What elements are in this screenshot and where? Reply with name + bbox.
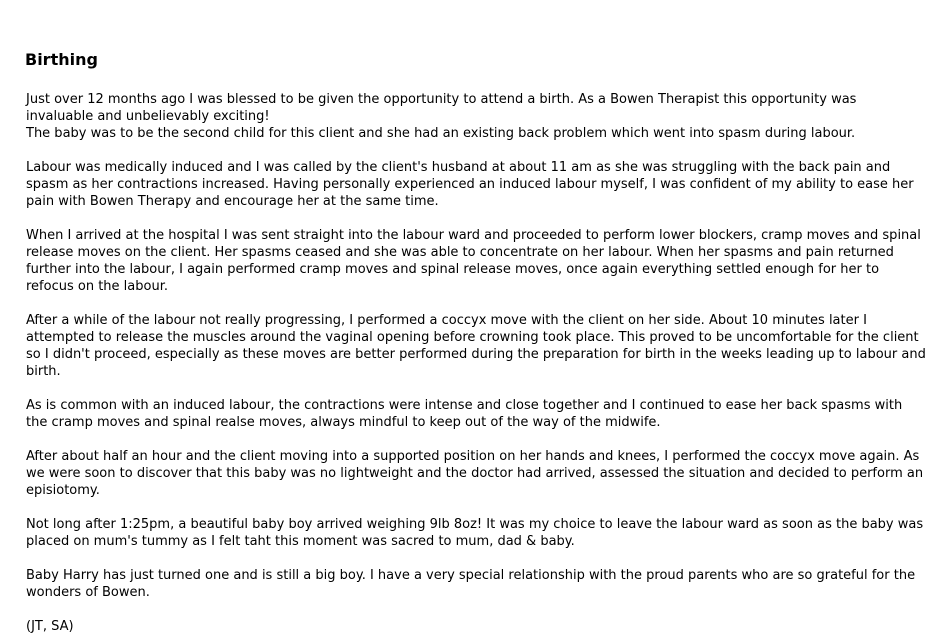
paragraph-contractions: As is common with an induced labour, the contractions were intense and close together and I continued to ease her back spasms with the cramp moves and spinal realse moves, always mindful to keep out of the way of the midwife. [26, 398, 903, 430]
paragraph-hospital-arrival: When I arrived at the hospital I was sent straight into the labour ward and proceeded to perform lower blockers, cramp moves and spinal release moves on the client. Her spasms ceased and she was able to concentrate on her labour. When her spasms and pain returned further into the labour, I again performed cramp moves and spinal release moves, once again everything settled enough for her to refocus on the labour. [26, 228, 921, 294]
paragraph-supported-position: After about half an hour and the client moving into a supported position on her hands and knees, I performed the coccyx move again. As we were soon to discover that this baby was no lightweight and the doctor had arrived, assessed the situation and decided to perform an episiotomy. [26, 449, 924, 498]
paragraph-intro [26, 91, 926, 142]
article-body [26, 91, 926, 635]
paragraph-induced-labour: Labour was medically induced and I was called by the client's husband at about 11 am as she was struggling with the back pain and spasm as her contractions increased. Having personally experienced an induced labour myself, I was confident of my ability to ease her pain with Bowen Therapy and encourage her at the same time. [26, 160, 914, 209]
paragraph-baby-harry: Baby Harry has just turned one and is still a big boy. I have a very special relationship with the proud parents who are so grateful for the wonders of Bowen. [26, 568, 916, 600]
paragraph-intro-line-1: Just over 12 months ago I was blessed to be given the opportunity to attend a birth. As a Bowen Therapist this opportunity was invaluable and unbelievably exciting! [26, 92, 857, 124]
paragraph-intro-line-2: The baby was to be the second child for this client and she had an existing back problem which went into spasm during labour. [26, 126, 856, 141]
page-title: Birthing [25, 50, 98, 69]
author-signature: (JT, SA) [26, 619, 74, 634]
paragraph-coccyx-move: After a while of the labour not really progressing, I performed a coccyx move with the client on her side. About 10 minutes later I attempted to release the muscles around the vaginal opening before crowning took place. This proved to be uncomfortable for the client so I didn't proceed, especially as these moves are better performed during the preparation for birth in the weeks leading up to labour and birth. [26, 313, 926, 379]
paragraph-baby-arrival: Not long after 1:25pm, a beautiful baby boy arrived weighing 9lb 8oz! It was my choice to leave the labour ward as soon as the baby was placed on mum's tummy as I felt taht this moment was sacred to mum, dad & baby. [26, 517, 924, 549]
